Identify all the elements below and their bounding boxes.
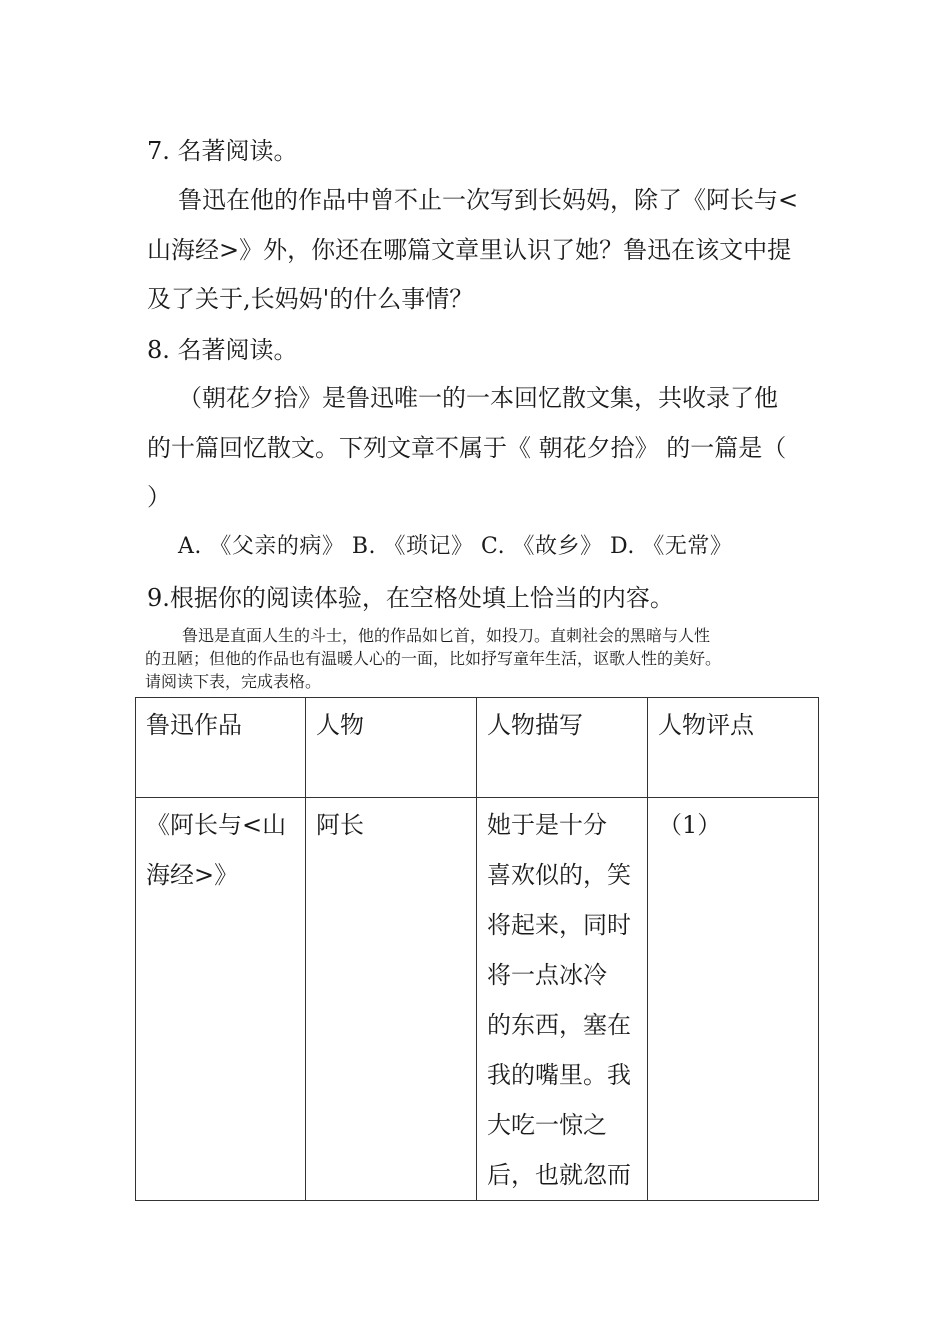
q7-heading: 7. 名著阅读。 — [147, 137, 298, 165]
q8-options: A. 《父亲的病》 B. 《琐记》 C. 《故乡》 D. 《无常》 — [178, 534, 733, 559]
works-table — [135, 697, 819, 1201]
cell-character: 阿长 — [306, 798, 477, 1201]
q8-text-line: 的十篇回忆散文。下列文章不属于《 朝花夕拾》 的一篇是（ — [147, 434, 787, 462]
q7-text-line: 山海经>》外，你还在哪篇文章里认识了她？鲁迅在该文中提 — [147, 236, 792, 264]
q9-heading: 9.根据你的阅读体验，在空格处填上恰当的内容。 — [147, 584, 674, 612]
header-cell-work: 鲁迅作品 — [136, 698, 306, 798]
header-cell-description: 人物描写 — [477, 698, 648, 798]
cell-work: 《阿长与<山 海经>》 — [136, 798, 306, 1201]
header-cell-comment: 人物评点 — [648, 698, 819, 798]
cell-comment[interactable]: （1） — [648, 798, 819, 1201]
q9-intro-line: 鲁迅是直面人生的斗士，他的作品如匕首，如投刀。直刺社会的黑暗与人性 — [182, 626, 711, 645]
q8-heading: 8. 名著阅读。 — [147, 336, 298, 364]
q9-intro-line: 请阅读下表，完成表格。 — [145, 672, 322, 691]
table-header-row — [136, 698, 819, 798]
q8-text-line: ） — [147, 483, 171, 511]
table-row — [136, 798, 819, 1201]
cell-description: 她于是十分 喜欢似的，笑 将起来，同时 将一点冰冷 的东西，塞在 我的嘴里。我 大吃一惊之 后，也就忽而 — [477, 798, 648, 1201]
header-cell-character: 人物 — [306, 698, 477, 798]
q9-intro-line: 的丑陋；但他的作品也有温暖人心的一面，比如抒写童年生活，讴歌人性的美好。 — [145, 649, 722, 668]
q7-text-line: 及了关于,长妈妈'的什么事情？ — [147, 285, 474, 313]
q8-text-line: （朝花夕拾》是鲁迅唯一的一本回忆散文集，共收录了他 — [178, 384, 778, 412]
q7-text-line: 鲁迅在他的作品中曾不止一次写到长妈妈，除了《阿长与< — [178, 186, 799, 214]
